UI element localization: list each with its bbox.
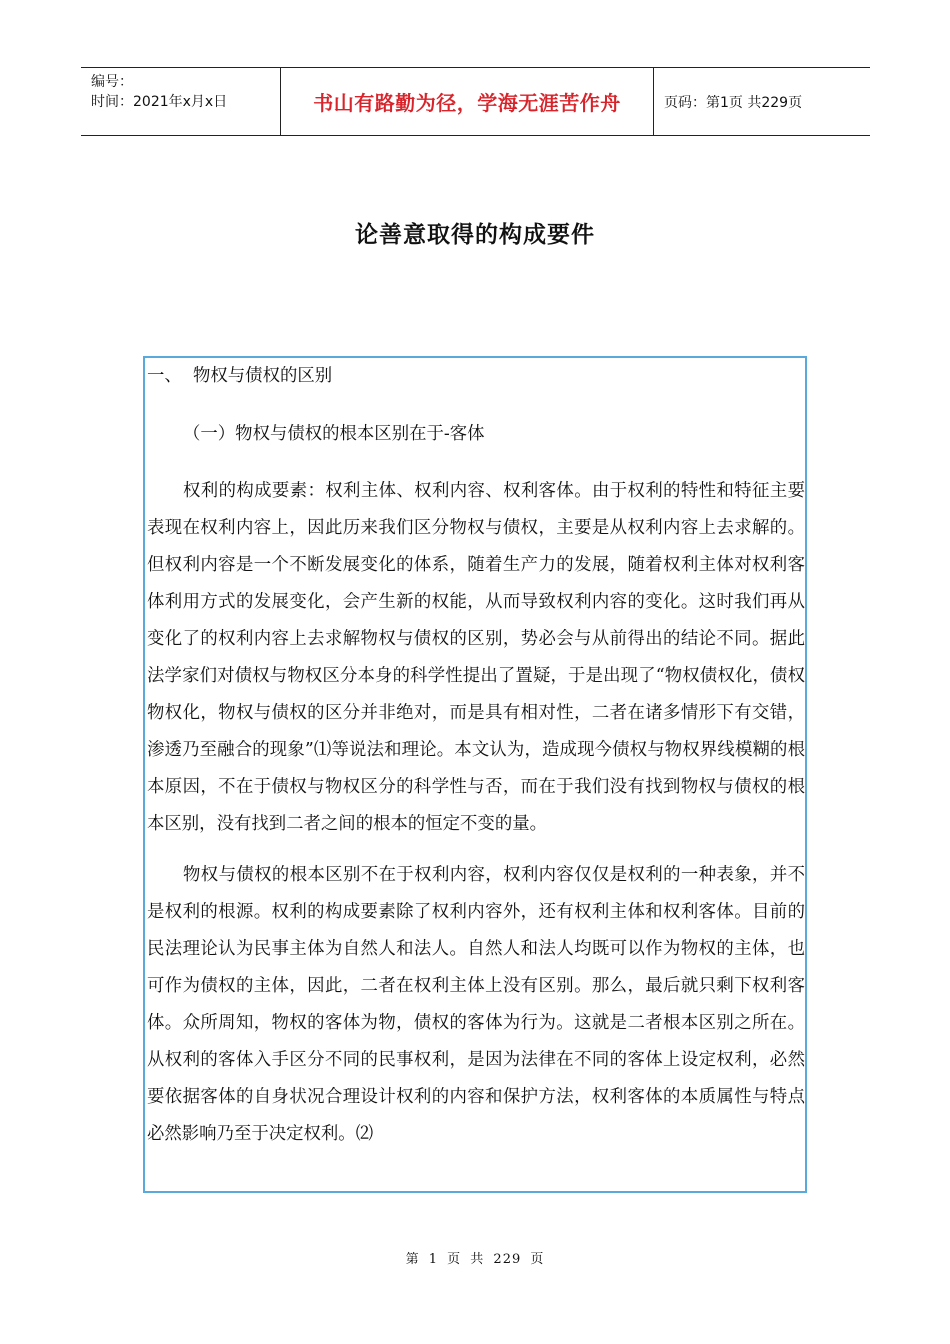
subsection-heading: （一）物权与债权的根本区别在于-客体 — [183, 424, 485, 444]
date-label: 时间：2021年x月x日 — [91, 94, 228, 110]
section-title: 物权与债权的区别 — [193, 366, 333, 386]
page-info: 页码：第1页 共229页 — [664, 94, 803, 111]
header-page-cell — [654, 68, 870, 135]
section-number: 一、 — [147, 366, 182, 386]
document-title: 论善意取得的构成要件 — [355, 222, 595, 248]
page-header — [81, 67, 870, 136]
header-motto-cell — [281, 68, 654, 135]
motto-text: 书山有路勤为径，学海无涯苦作舟 — [313, 91, 621, 115]
section-heading — [147, 364, 332, 388]
serial-label: 编号： — [91, 74, 133, 90]
body-paragraph-1: 权利的构成要素：权利主体、权利内容、权利客体。由于权利的特性和特征主要表现在权利内容上，因此历来我们区分物权与债权，主要是从权利内容上去求解的。但权利内容是一个不断发展变化的体系，随着生产力的发展，随着权利主体对权利客体利用方式的发展变化，会产生新的权能，从而导致权利内容的变化。这时我们再从变化了的权利内容上去求解物权与债权的区别，势必会与从前得出的结论不同。据此法学家们对债权与物权区分本身的科学性提出了置疑，于是出现了“物权债权化，债权物权化，物权与债权的区分并非绝对，而是具有相对性，二者在诸多情形下有交错，渗透乃至融合的现象”⑴等说法和理论。本文认为，造成现今债权与物权界线模糊的根本原因，不在于债权与物权区分的科学性与否，而在于我们没有找到物权与债权的根本区别，没有找到二者之间的根本的恒定不变的量。 — [147, 481, 805, 834]
page-footer: 第 1 页 共 229 页 — [405, 1252, 545, 1267]
header-info-cell — [81, 68, 281, 135]
body-paragraph-2: 物权与债权的根本区别不在于权利内容，权利内容仅仅是权利的一种表象，并不是权利的根源。权利的构成要素除了权利内容外，还有权利主体和权利客体。目前的民法理论认为民事主体为自然人和法人。自然人和法人均既可以作为物权的主体，也可作为债权的主体，因此，二者在权利主体上没有区别。那么，最后就只剩下权利客体。众所周知，物权的客体为物，债权的客体为行为。这就是二者根本区别之所在。从权利的客体入手区分不同的民事权利，是因为法律在不同的客体上设定权利，必然要依据客体的自身状况合理设计权利的内容和保护方法，权利客体的本质属性与特点必然影响乃至于决定权利。⑵ — [147, 865, 805, 1144]
content-box — [143, 356, 807, 1193]
